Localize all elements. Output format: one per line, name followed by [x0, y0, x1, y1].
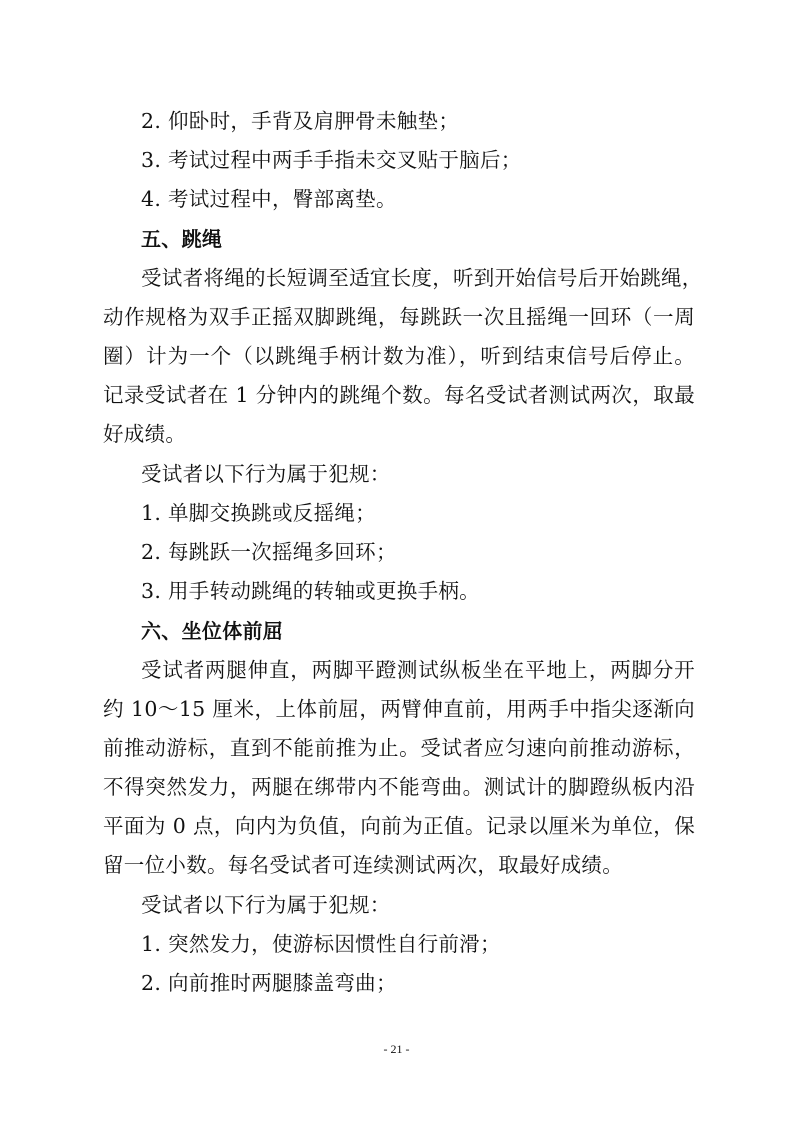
paragraph-line: 动作规格为双手正摇双脚跳绳，每跳跃一次且摇绳一回环（一周 — [103, 305, 695, 329]
rule-item: 2. 仰卧时，手背及肩胛骨未触垫； — [141, 109, 460, 133]
rule-item: 2. 每跳跃一次摇绳多回环； — [141, 540, 397, 564]
rule-item: 1. 单脚交换跳或反摇绳； — [141, 501, 376, 525]
rule-item: 4. 考试过程中，臀部离垫。 — [141, 187, 397, 211]
rule-item: 2. 向前推时两腿膝盖弯曲； — [141, 971, 397, 995]
paragraph-line: 约 10～15 厘米，上体前屈，两臂伸直前，用两手中指尖逐渐向 — [103, 697, 695, 721]
paragraph-line: 受试者将绳的长短调至适宜长度，听到开始信号后开始跳绳， — [141, 266, 703, 290]
rule-item: 1. 突然发力，使游标因惯性自行前滑； — [141, 932, 501, 956]
paragraph-line: 前推动游标，直到不能前推为止。受试者应匀速向前推动游标， — [103, 736, 695, 760]
paragraph-line: 留一位小数。每名受试者可连续测试两次，取最好成绩。 — [103, 853, 623, 877]
foul-intro: 受试者以下行为属于犯规： — [141, 893, 391, 917]
section-heading-jump-rope: 五、跳绳 — [141, 227, 223, 251]
section-heading-sit-and-reach: 六、坐位体前屈 — [141, 619, 284, 643]
paragraph-line: 不得突然发力，两腿在绑带内不能弯曲。测试计的脚蹬纵板内沿 — [103, 775, 695, 799]
paragraph-line: 平面为 0 点，向内为负值，向前为正值。记录以厘米为单位，保 — [103, 814, 695, 838]
rule-item: 3. 考试过程中两手手指未交叉贴于脑后； — [141, 148, 522, 172]
foul-intro: 受试者以下行为属于犯规： — [141, 462, 391, 486]
page-number: - 21 - — [383, 1042, 410, 1056]
paragraph-line: 好成绩。 — [103, 422, 187, 446]
paragraph-line: 圈）计为一个（以跳绳手柄计数为准），听到结束信号后停止。 — [103, 344, 695, 368]
paragraph-line: 记录受试者在 1 分钟内的跳绳个数。每名受试者测试两次，取最 — [103, 383, 695, 407]
rule-item: 3. 用手转动跳绳的转轴或更换手柄。 — [141, 579, 480, 603]
paragraph-line: 受试者两腿伸直，两脚平蹬测试纵板坐在平地上，两脚分开 — [141, 658, 695, 682]
